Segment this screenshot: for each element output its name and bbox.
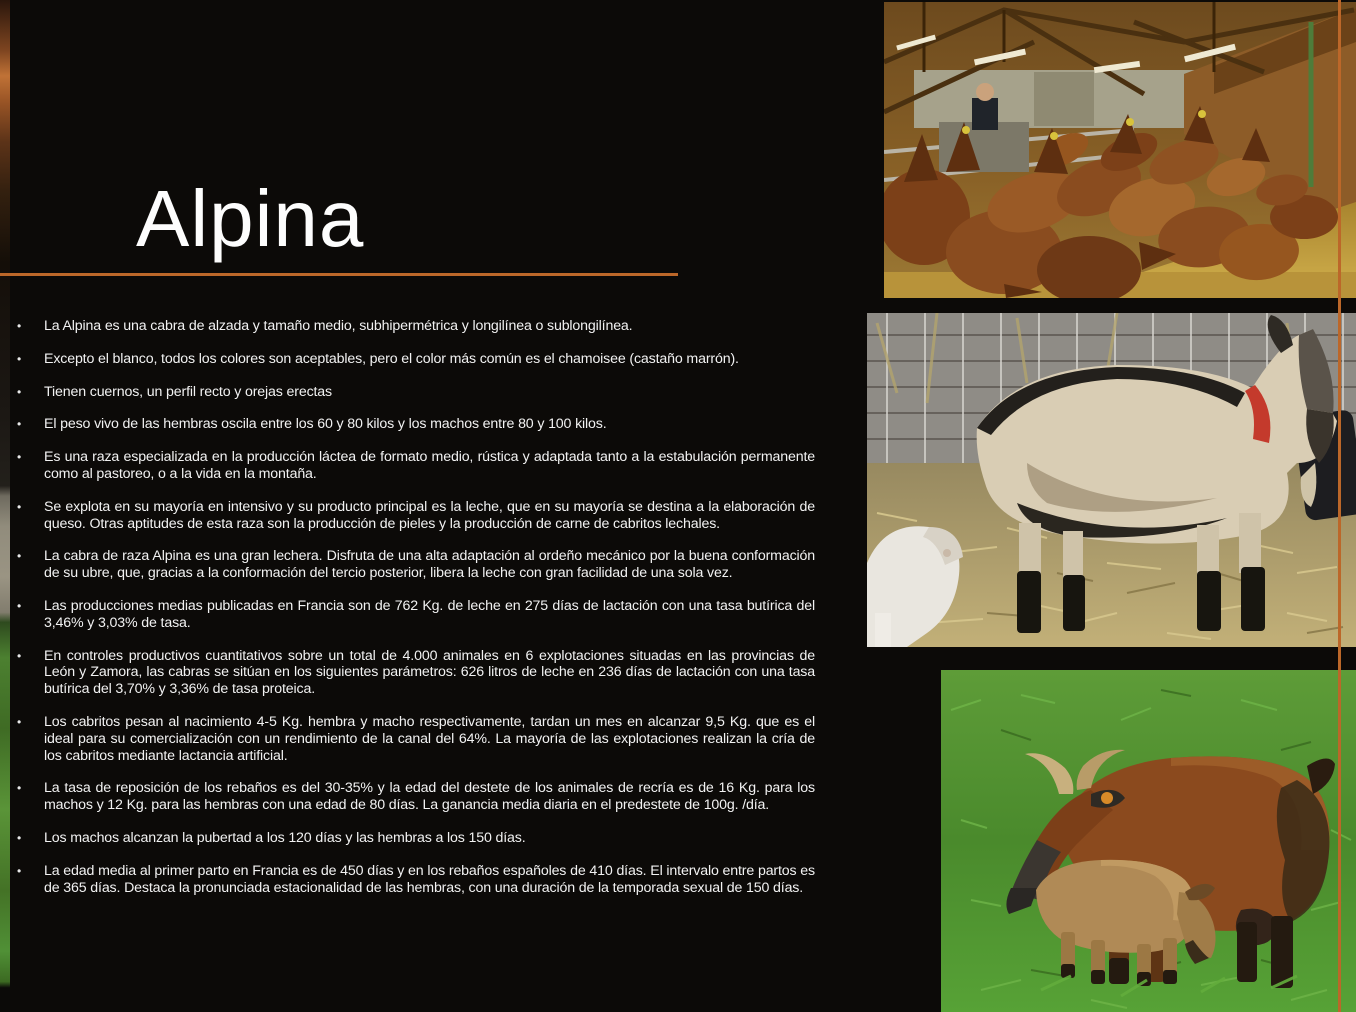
bullet-item (14, 714, 815, 764)
bullet-item (14, 384, 815, 401)
goat-with-kid-pasture-photo (941, 670, 1356, 1012)
bullet-text: La Alpina es una cabra de alzada y tamaño medio, subhipermétrica y longilínea o sublongilínea. (44, 318, 633, 334)
slide-title: Alpina (136, 174, 365, 263)
bullet-item (14, 863, 815, 897)
title-underline (0, 273, 678, 276)
bullet-dot: • (17, 499, 22, 514)
bullet-list (14, 318, 815, 912)
bullet-item (14, 780, 815, 814)
bullet-item (14, 318, 815, 335)
bullet-text: Tienen cuernos, un perfil recto y orejas erectas (44, 383, 332, 400)
alpine-goat-red-collar-illustration (867, 313, 1356, 647)
bullet-item (14, 598, 815, 632)
bullet-dot: • (17, 450, 22, 465)
bullet-text: Se explota en su mayoría en intensivo y su producto principal es la leche, que en su mayoría se destina a la elaboración de queso. Otras aptitudes de esta raza son la producción de pieles y la producción de carne de cabritos lechales. (44, 498, 815, 532)
bullet-dot: • (17, 351, 22, 366)
bullet-dot: • (17, 781, 22, 796)
bullet-dot: • (17, 863, 22, 878)
bullet-text: Excepto el blanco, todos los colores son aceptables, pero el color más común es el chamoisee (castaño marrón). (44, 350, 739, 367)
goat-with-kid-pasture-illustration (941, 670, 1356, 1012)
bullet-dot: • (17, 648, 22, 663)
bullet-dot: • (17, 384, 22, 399)
alpine-goat-red-collar-photo (867, 313, 1356, 647)
bullet-text: En controles productivos cuantitativos sobre un total de 4.000 animales en 6 explotaciones situadas en las provincias de León y Zamora, las cabras se sitúan en los siguientes parámetros: 626 litros de leche en 236 días de lactación con una tasa butírica del 3,70% y 3,36% de tasa proteica. (44, 647, 815, 698)
bullet-text: Los machos alcanzan la pubertad a los 120 días y las hembras a los 150 días. (44, 829, 526, 846)
bullet-dot: • (17, 830, 22, 845)
bullet-item (14, 548, 815, 582)
bullet-text: Es una raza especializada en la producción láctea de formato medio, rústica y adaptada tanto a la estabulación permanente como al pastoreo, o a la vida en la montaña. (44, 449, 815, 482)
bullet-item (14, 416, 815, 433)
goat-herd-barn-illustration (884, 2, 1356, 298)
bullet-text: El peso vivo de las hembras oscila entre los 60 y 80 kilos y los machos entre 80 y 100 kilos. (44, 416, 607, 433)
bullet-item (14, 648, 815, 698)
bullet-text: Los cabritos pesan al nacimiento 4-5 Kg. hembra y macho respectivamente, tardan un mes en alcanzar 9,5 Kg. que es el ideal para su comercialización con un rendimiento de la canal del 64%. La mayoría de las explotaciones realizan la cría de los cabritos mediante lactancia artificial. (44, 713, 815, 764)
bullet-text: La tasa de reposición de los rebaños es del 30-35% y la edad del destete de los animales de recría es de 16 Kg. para los machos y 12 Kg. para las hembras con una edad de 80 días. La ganancia media diaria en el predestete de 100g. /día. (44, 780, 815, 814)
bullet-dot: • (17, 598, 22, 613)
bullet-text: La edad media al primer parto en Francia es de 450 días y en los rebaños españoles de 410 días. El intervalo entre partos es de 365 días. Destaca la pronunciada estacionalidad de las hembras, con una duración de la temporada sexual de 150 días. (44, 862, 815, 896)
bullet-text: Las producciones medias publicadas en Francia son de 762 Kg. de leche en 275 días de lactación con una tasa butírica del 3,46% y 3,03% de tasa. (44, 597, 815, 631)
bullet-item (14, 351, 815, 368)
bullet-dot: • (17, 714, 22, 729)
left-edge-photo-sliver (0, 0, 10, 1012)
goat-herd-barn-photo (884, 2, 1356, 298)
bullet-text: La cabra de raza Alpina es una gran lechera. Disfruta de una alta adaptación al ordeño mecánico por la buena conformación de su ubre, que, gracias a la conformación del tercio posterior, libera la leche con gran facilidad de una sola vez. (44, 548, 815, 582)
bullet-item (14, 449, 815, 483)
bullet-dot: • (17, 417, 22, 432)
bullet-item (14, 499, 815, 533)
right-accent-line (1338, 0, 1341, 1012)
bullet-dot: • (17, 549, 22, 564)
bullet-item (14, 830, 815, 847)
bullet-dot: • (17, 319, 22, 333)
